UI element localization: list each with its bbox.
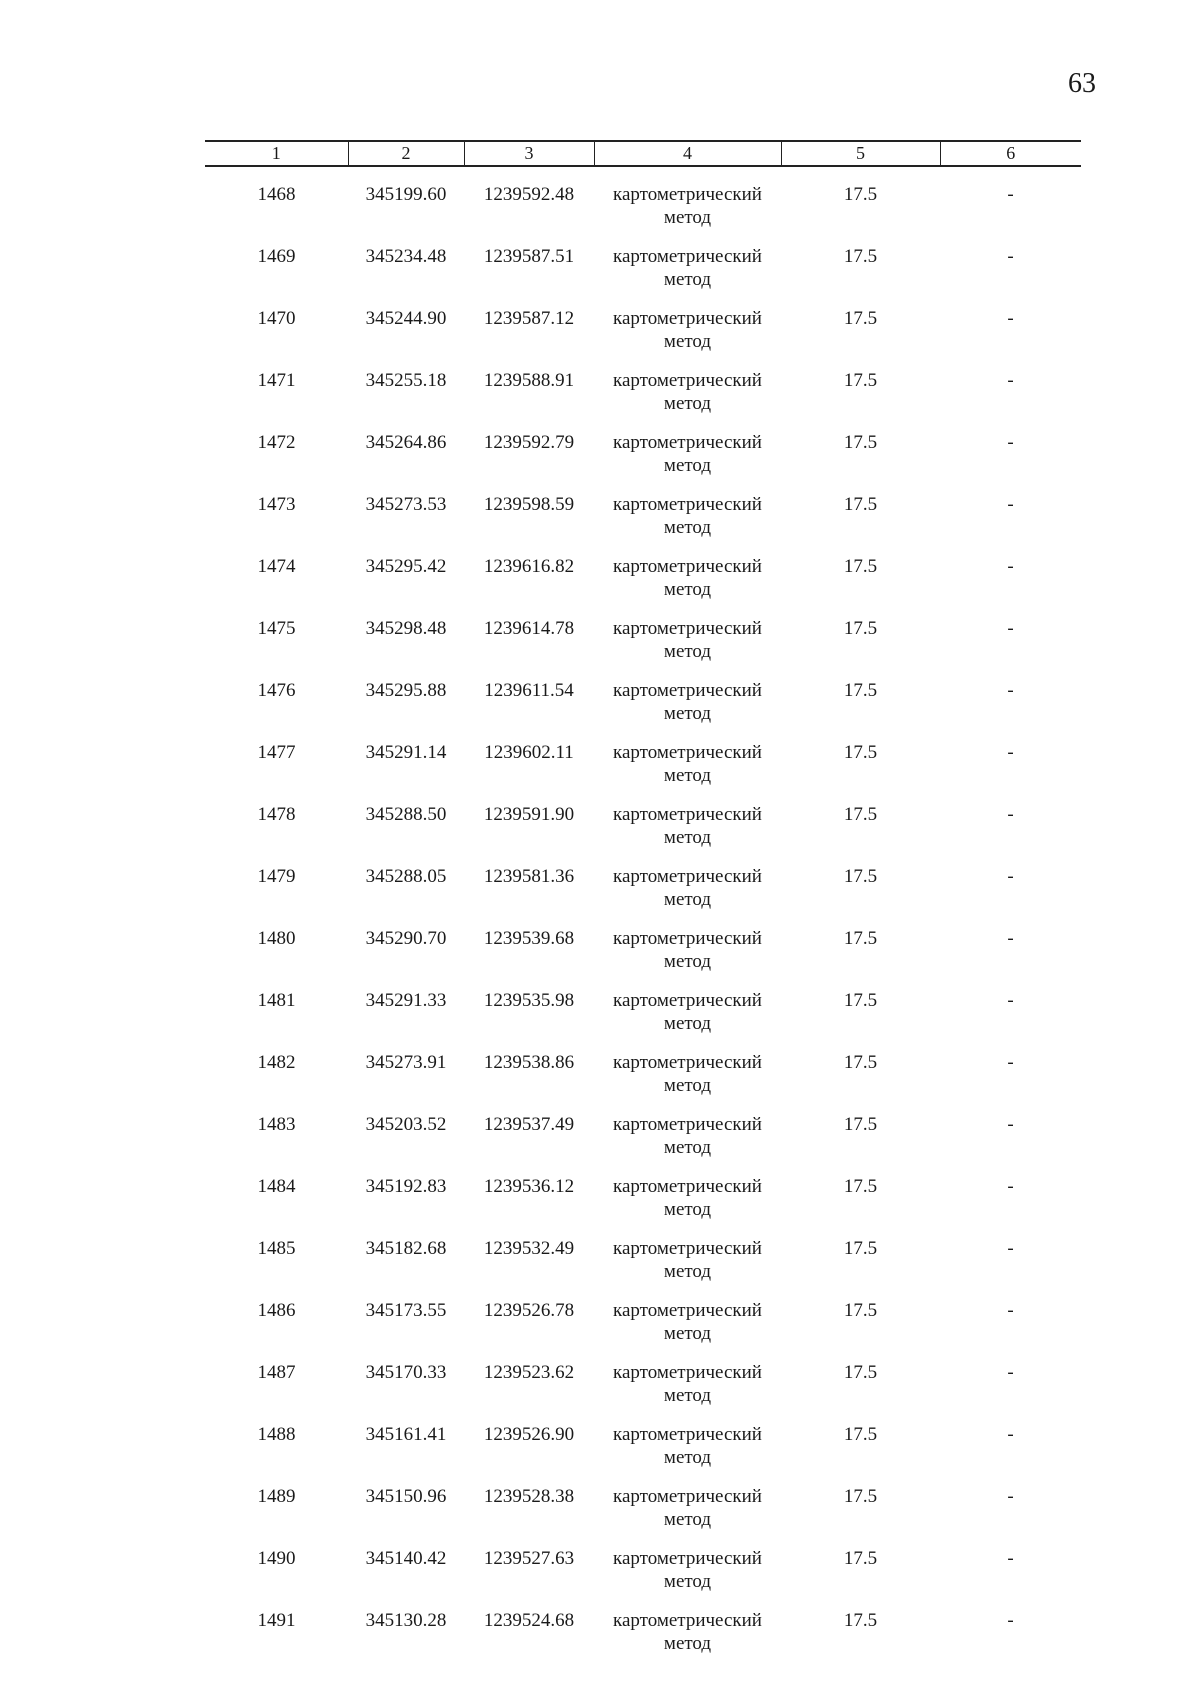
method-cell [594, 1345, 781, 1407]
note-cell: - [1007, 556, 1014, 577]
column-header-5: 5 [781, 141, 940, 166]
point-number-cell: 1487 [257, 1362, 296, 1383]
method-line-2: метод [663, 455, 712, 476]
note-cell: - [1007, 1238, 1014, 1259]
method-cell [594, 787, 781, 849]
x-coordinate-cell: 345182.68 [365, 1238, 447, 1259]
point-number-cell: 1475 [257, 618, 296, 639]
accuracy-cell: 17.5 [843, 804, 878, 825]
y-coordinate-cell: 1239526.90 [483, 1424, 575, 1445]
x-coordinate-cell: 345140.42 [365, 1548, 447, 1569]
point-number-cell: 1481 [257, 990, 296, 1011]
x-coordinate-cell: 345291.33 [365, 990, 447, 1011]
y-coordinate-cell: 1239528.38 [483, 1486, 575, 1507]
method-line-2: метод [663, 1509, 712, 1530]
y-coordinate-cell: 1239598.59 [483, 494, 575, 515]
table-row [205, 1097, 1081, 1159]
method-line-1: картометрический [613, 804, 762, 825]
y-coordinate-cell: 1239526.78 [483, 1300, 575, 1321]
note-cell: - [1007, 308, 1014, 329]
point-number-cell: 1483 [257, 1114, 296, 1135]
accuracy-cell: 17.5 [843, 246, 878, 267]
table-body [205, 166, 1081, 1655]
method-line-1: картометрический [613, 1362, 762, 1383]
table-header [205, 141, 1081, 166]
table-row [205, 1283, 1081, 1345]
method-cell [594, 477, 781, 539]
y-coordinate-cell: 1239602.11 [484, 742, 574, 763]
method-line-2: метод [663, 331, 712, 352]
x-coordinate-cell: 345295.42 [365, 556, 447, 577]
accuracy-cell: 17.5 [843, 990, 878, 1011]
table-row [205, 353, 1081, 415]
table-row [205, 1531, 1081, 1593]
method-cell [594, 911, 781, 973]
x-coordinate-cell: 345173.55 [365, 1300, 447, 1321]
method-line-1: картометрический [613, 1424, 762, 1445]
method-line-2: метод [663, 1137, 712, 1158]
x-coordinate-cell: 345264.86 [365, 432, 447, 453]
note-cell: - [1007, 432, 1014, 453]
table-row [205, 1035, 1081, 1097]
table-row [205, 539, 1081, 601]
accuracy-cell: 17.5 [843, 1114, 878, 1135]
x-coordinate-cell: 345150.96 [365, 1486, 447, 1507]
y-coordinate-cell: 1239538.86 [483, 1052, 575, 1073]
point-number-cell: 1476 [257, 680, 296, 701]
accuracy-cell: 17.5 [843, 618, 878, 639]
method-line-1: картометрический [613, 308, 762, 329]
method-line-2: метод [663, 641, 712, 662]
table-row [205, 477, 1081, 539]
column-header-2: 2 [348, 141, 464, 166]
accuracy-cell: 17.5 [843, 1052, 878, 1073]
note-cell: - [1007, 1548, 1014, 1569]
column-header-4: 4 [594, 141, 781, 166]
method-cell [594, 229, 781, 291]
note-cell: - [1007, 1362, 1014, 1383]
table-row [205, 415, 1081, 477]
method-cell [594, 415, 781, 477]
method-line-2: метод [663, 579, 712, 600]
y-coordinate-cell: 1239581.36 [483, 866, 575, 887]
method-line-2: метод [663, 517, 712, 538]
y-coordinate-cell: 1239614.78 [483, 618, 575, 639]
note-cell: - [1007, 1424, 1014, 1445]
column-header-3: 3 [464, 141, 594, 166]
y-coordinate-cell: 1239592.79 [483, 432, 575, 453]
method-cell [594, 166, 781, 229]
accuracy-cell: 17.5 [843, 680, 878, 701]
x-coordinate-cell: 345288.50 [365, 804, 447, 825]
x-coordinate-cell: 345161.41 [365, 1424, 447, 1445]
method-line-1: картометрический [613, 928, 762, 949]
x-coordinate-cell: 345255.18 [365, 370, 447, 391]
table-row [205, 663, 1081, 725]
table-row [205, 1221, 1081, 1283]
x-coordinate-cell: 345203.52 [365, 1114, 447, 1135]
method-line-2: метод [663, 1385, 712, 1406]
method-line-1: картометрический [613, 1300, 762, 1321]
point-number-cell: 1468 [257, 184, 296, 205]
note-cell: - [1007, 370, 1014, 391]
accuracy-cell: 17.5 [843, 866, 878, 887]
method-line-1: картометрический [613, 432, 762, 453]
point-number-cell: 1485 [257, 1238, 296, 1259]
table-row [205, 1407, 1081, 1469]
method-line-2: метод [663, 765, 712, 786]
method-cell [594, 291, 781, 353]
x-coordinate-cell: 345273.91 [365, 1052, 447, 1073]
table-row [205, 911, 1081, 973]
y-coordinate-cell: 1239539.68 [483, 928, 575, 949]
method-line-1: картометрический [613, 370, 762, 391]
y-coordinate-cell: 1239523.62 [483, 1362, 575, 1383]
note-cell: - [1007, 1052, 1014, 1073]
method-line-1: картометрический [613, 494, 762, 515]
x-coordinate-cell: 345199.60 [365, 184, 447, 205]
method-cell [594, 1469, 781, 1531]
note-cell: - [1007, 1300, 1014, 1321]
note-cell: - [1007, 1114, 1014, 1135]
method-line-1: картометрический [613, 1486, 762, 1507]
method-line-2: метод [663, 1323, 712, 1344]
x-coordinate-cell: 345298.48 [365, 618, 447, 639]
method-line-1: картометрический [613, 556, 762, 577]
method-line-2: метод [663, 1013, 712, 1034]
method-cell [594, 1283, 781, 1345]
point-number-cell: 1477 [257, 742, 296, 763]
method-line-1: картометрический [613, 1238, 762, 1259]
x-coordinate-cell: 345234.48 [365, 246, 447, 267]
method-cell [594, 353, 781, 415]
method-line-2: метод [663, 393, 712, 414]
y-coordinate-cell: 1239588.91 [483, 370, 575, 391]
table-row [205, 1593, 1081, 1655]
method-line-2: метод [663, 1447, 712, 1468]
accuracy-cell: 17.5 [843, 494, 878, 515]
method-line-1: картометрический [613, 1176, 762, 1197]
method-line-1: картометрический [613, 742, 762, 763]
method-line-2: метод [663, 703, 712, 724]
x-coordinate-cell: 345244.90 [365, 308, 447, 329]
accuracy-cell: 17.5 [843, 432, 878, 453]
method-cell [594, 663, 781, 725]
table-row [205, 973, 1081, 1035]
accuracy-cell: 17.5 [843, 928, 878, 949]
table-row [205, 601, 1081, 663]
note-cell: - [1007, 1610, 1014, 1631]
note-cell: - [1007, 990, 1014, 1011]
table-row [205, 1345, 1081, 1407]
point-number-cell: 1486 [257, 1300, 296, 1321]
point-number-cell: 1488 [257, 1424, 296, 1445]
x-coordinate-cell: 345291.14 [365, 742, 447, 763]
note-cell: - [1007, 1486, 1014, 1507]
note-cell: - [1007, 494, 1014, 515]
method-cell [594, 849, 781, 911]
method-line-1: картометрический [613, 618, 762, 639]
accuracy-cell: 17.5 [843, 370, 878, 391]
point-number-cell: 1471 [257, 370, 296, 391]
y-coordinate-cell: 1239591.90 [483, 804, 575, 825]
x-coordinate-cell: 345170.33 [365, 1362, 447, 1383]
table-row [205, 229, 1081, 291]
point-number-cell: 1478 [257, 804, 296, 825]
x-coordinate-cell: 345288.05 [365, 866, 447, 887]
table-row [205, 1159, 1081, 1221]
note-cell: - [1007, 680, 1014, 701]
x-coordinate-cell: 345192.83 [365, 1176, 447, 1197]
method-line-2: метод [663, 207, 712, 228]
y-coordinate-cell: 1239524.68 [483, 1610, 575, 1631]
point-number-cell: 1489 [257, 1486, 296, 1507]
method-line-2: метод [663, 269, 712, 290]
x-coordinate-cell: 345273.53 [365, 494, 447, 515]
method-cell [594, 1221, 781, 1283]
x-coordinate-cell: 345295.88 [365, 680, 447, 701]
note-cell: - [1007, 804, 1014, 825]
note-cell: - [1007, 742, 1014, 763]
method-line-1: картометрический [613, 866, 762, 887]
table-row [205, 166, 1081, 229]
point-number-cell: 1491 [257, 1610, 296, 1631]
method-cell [594, 973, 781, 1035]
accuracy-cell: 17.5 [843, 1362, 878, 1383]
point-number-cell: 1480 [257, 928, 296, 949]
method-cell [594, 1159, 781, 1221]
column-header-1: 1 [205, 141, 348, 166]
y-coordinate-cell: 1239532.49 [483, 1238, 575, 1259]
coordinates-table [205, 140, 1081, 1655]
method-cell [594, 1407, 781, 1469]
point-number-cell: 1472 [257, 432, 296, 453]
point-number-cell: 1470 [257, 308, 296, 329]
header-row [205, 141, 1081, 166]
method-line-2: метод [663, 1199, 712, 1220]
method-line-1: картометрический [613, 1114, 762, 1135]
accuracy-cell: 17.5 [843, 308, 878, 329]
method-cell [594, 1593, 781, 1655]
note-cell: - [1007, 866, 1014, 887]
accuracy-cell: 17.5 [843, 1300, 878, 1321]
point-number-cell: 1479 [257, 866, 296, 887]
table-row [205, 1469, 1081, 1531]
column-header-6: 6 [940, 141, 1081, 166]
page-number: 63 [1068, 68, 1096, 99]
y-coordinate-cell: 1239587.12 [483, 308, 575, 329]
method-line-1: картометрический [613, 990, 762, 1011]
table-row [205, 787, 1081, 849]
y-coordinate-cell: 1239616.82 [483, 556, 575, 577]
method-line-2: метод [663, 951, 712, 972]
x-coordinate-cell: 345290.70 [365, 928, 447, 949]
method-line-2: метод [663, 1633, 712, 1654]
note-cell: - [1007, 184, 1014, 205]
y-coordinate-cell: 1239527.63 [483, 1548, 575, 1569]
accuracy-cell: 17.5 [843, 1548, 878, 1569]
accuracy-cell: 17.5 [843, 1176, 878, 1197]
accuracy-cell: 17.5 [843, 742, 878, 763]
method-cell [594, 1035, 781, 1097]
method-cell [594, 601, 781, 663]
method-line-1: картометрический [613, 246, 762, 267]
method-line-2: метод [663, 889, 712, 910]
method-cell [594, 1097, 781, 1159]
method-cell [594, 1531, 781, 1593]
method-line-1: картометрический [613, 184, 762, 205]
accuracy-cell: 17.5 [843, 184, 878, 205]
point-number-cell: 1484 [257, 1176, 296, 1197]
x-coordinate-cell: 345130.28 [365, 1610, 447, 1631]
accuracy-cell: 17.5 [843, 556, 878, 577]
method-line-2: метод [663, 1571, 712, 1592]
y-coordinate-cell: 1239535.98 [483, 990, 575, 1011]
method-line-2: метод [663, 1261, 712, 1282]
note-cell: - [1007, 618, 1014, 639]
table-row [205, 849, 1081, 911]
method-cell [594, 539, 781, 601]
y-coordinate-cell: 1239611.54 [484, 680, 574, 701]
method-line-1: картометрический [613, 1610, 762, 1631]
note-cell: - [1007, 246, 1014, 267]
y-coordinate-cell: 1239587.51 [483, 246, 575, 267]
table-row [205, 291, 1081, 353]
accuracy-cell: 17.5 [843, 1486, 878, 1507]
accuracy-cell: 17.5 [843, 1610, 878, 1631]
method-line-1: картометрический [613, 680, 762, 701]
point-number-cell: 1482 [257, 1052, 296, 1073]
y-coordinate-cell: 1239592.48 [483, 184, 575, 205]
method-cell [594, 725, 781, 787]
note-cell: - [1007, 928, 1014, 949]
method-line-2: метод [663, 827, 712, 848]
method-line-1: картометрический [613, 1052, 762, 1073]
accuracy-cell: 17.5 [843, 1424, 878, 1445]
point-number-cell: 1473 [257, 494, 296, 515]
point-number-cell: 1469 [257, 246, 296, 267]
y-coordinate-cell: 1239537.49 [483, 1114, 575, 1135]
point-number-cell: 1490 [257, 1548, 296, 1569]
method-line-2: метод [663, 1075, 712, 1096]
y-coordinate-cell: 1239536.12 [483, 1176, 575, 1197]
accuracy-cell: 17.5 [843, 1238, 878, 1259]
table-row [205, 725, 1081, 787]
method-line-1: картометрический [613, 1548, 762, 1569]
point-number-cell: 1474 [257, 556, 296, 577]
note-cell: - [1007, 1176, 1014, 1197]
